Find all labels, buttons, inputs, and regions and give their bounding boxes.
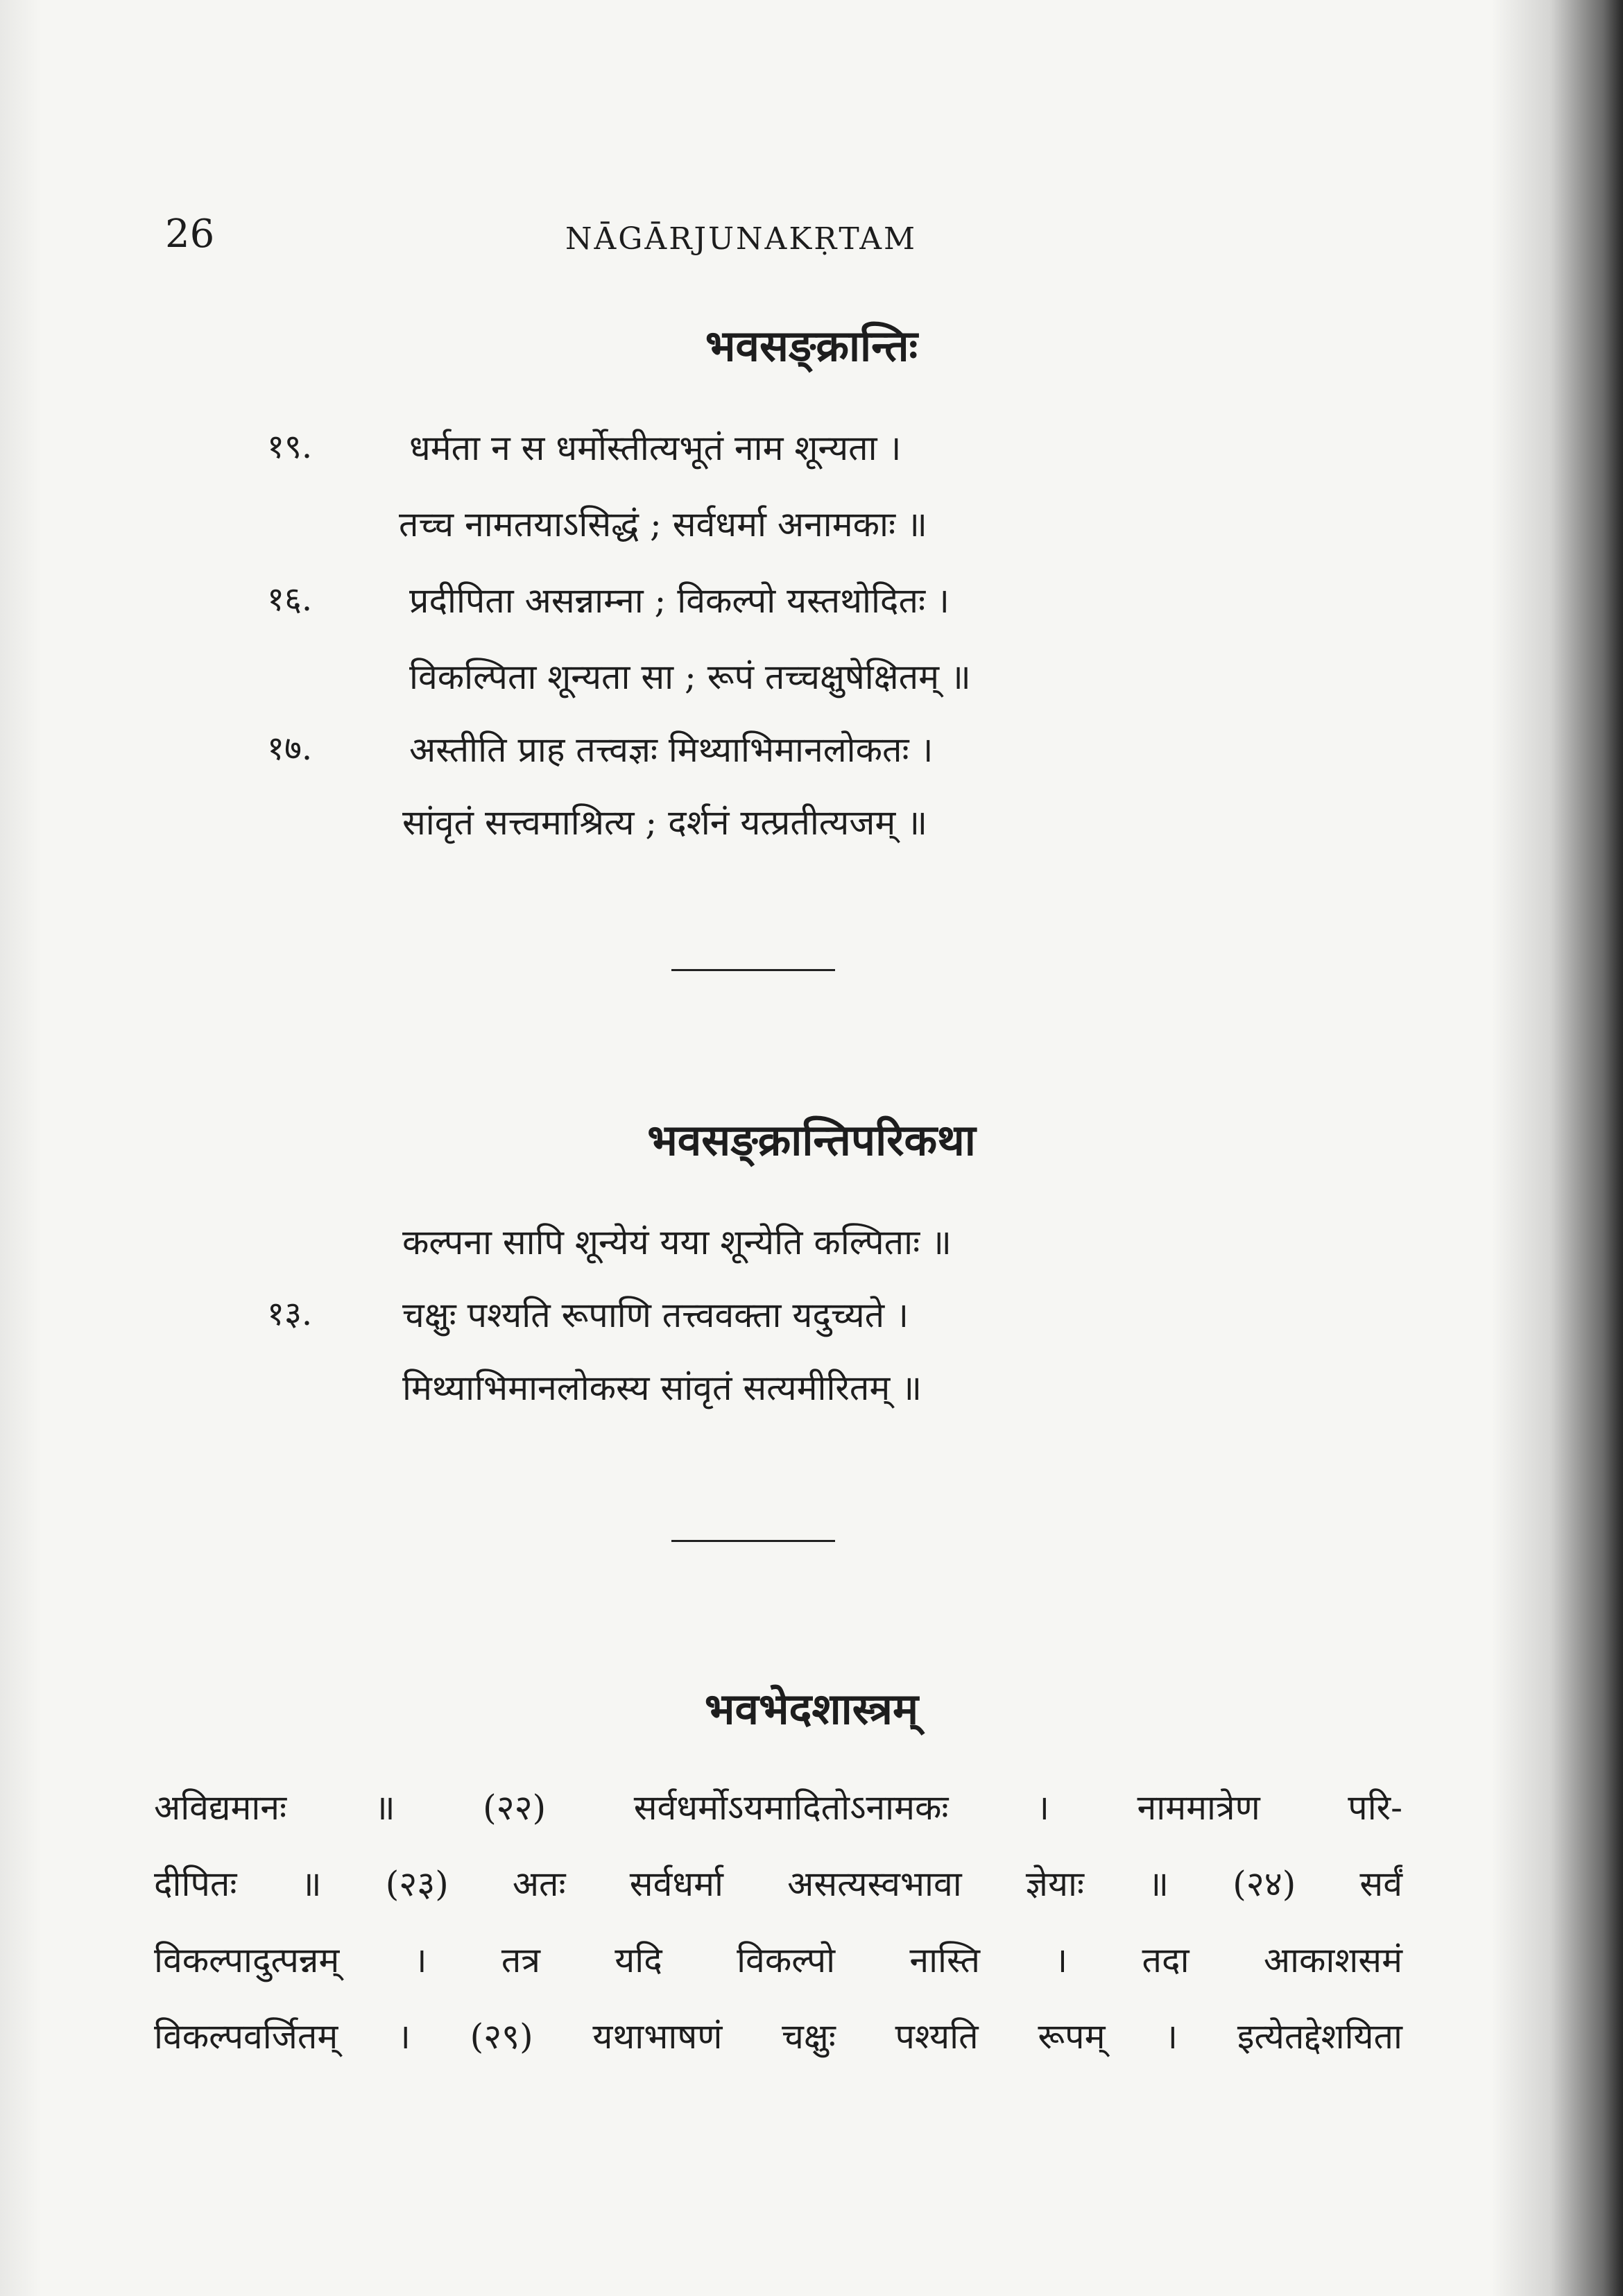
prose-line: दीपितः ॥ (२३) अतः सर्वधर्मा असत्यस्वभावा ज्ञेयाः ॥ (२४) सर्वं [154, 1864, 1402, 1904]
verse-text: तच्च नामतयाऽसिद्धं ; सर्वधर्मा अनामकाः ॥ [399, 504, 927, 545]
section-divider [671, 969, 835, 971]
verse-number: १३. [267, 1294, 313, 1333]
verse-line [0, 652, 1623, 714]
prose-line: विकल्पवर्जितम् । (२९) यथाभाषणं चक्षुः पश्यति रूपम् । इत्येतद्देशयिता [154, 2016, 1402, 2057]
verse-line [0, 725, 1623, 787]
verse-line [0, 798, 1623, 860]
prose-line: विकल्पादुत्पन्नम् । तत्र यदि विकल्पो नास्ति । तदा आकाशसमं [154, 1940, 1402, 1980]
verse-text: मिथ्याभिमानलोकस्य सांवृतं सत्यमीरितम् ॥ [402, 1368, 922, 1408]
verse-text: कल्पना सापि शून्येयं यया शून्येति कल्पिताः ॥ [402, 1222, 952, 1262]
section-divider [671, 1540, 835, 1542]
verse-text: विकल्पिता शून्यता सा ; रूपं तच्चक्षुषेक्षितम् ॥ [409, 657, 971, 697]
section-heading-bhavasankranti-parikatha: भवसङ्क्रान्तिपरिकथा [647, 1115, 976, 1165]
verse-number: १७. [267, 729, 313, 768]
verse-number: १६. [267, 580, 313, 619]
prose-line: अविद्यमानः ॥ (२२) सर्वधर्मोऽयमादितोऽनामकः । नाममात्रेण परि- [154, 1788, 1402, 1828]
verse-line [0, 1217, 1623, 1280]
page-header [0, 212, 1623, 274]
section-heading-bhavabhedashastra: भवभेदशास्त्रम् [704, 1684, 919, 1734]
verse-line [0, 499, 1623, 562]
verse-text: प्रदीपिता असन्नाम्ना ; विकल्पो यस्तथोदितः । [409, 581, 950, 621]
running-head: NĀGĀRJUNAKṚTAM [565, 221, 918, 257]
verse-text: सांवृतं सत्त्वमाश्रित्य ; दर्शनं यत्प्रतीत्यजम् ॥ [402, 803, 928, 843]
verse-line [0, 576, 1623, 638]
verse-text: अस्तीति प्राह तत्त्वज्ञः मिथ्याभिमानलोकतः । [409, 730, 934, 770]
verse-line [0, 1363, 1623, 1425]
verse-text: चक्षुः पश्यति रूपाणि तत्त्ववक्ता यदुच्यते । [402, 1295, 909, 1335]
section-heading-bhavasankranti: भवसङ्क्रान्तिः [705, 320, 918, 371]
verse-number: १९. [267, 427, 313, 466]
verse-line [0, 423, 1623, 486]
verse-text: धर्मता न स धर्मोस्तीत्यभूतं नाम शून्यता । [409, 428, 902, 468]
verse-line [0, 1290, 1623, 1353]
page-number: 26 [165, 212, 215, 257]
